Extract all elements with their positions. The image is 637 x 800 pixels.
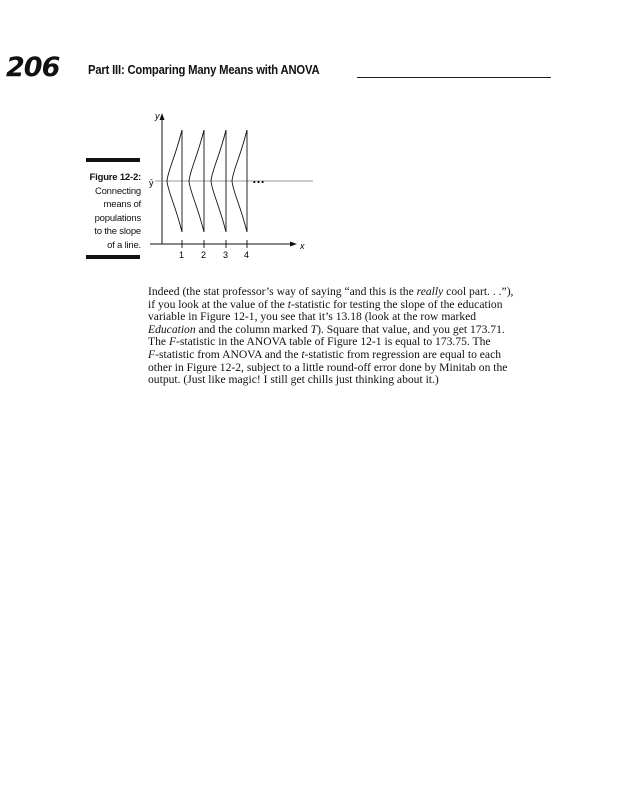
running-head: Part III: Comparing Many Means with ANOVA xyxy=(88,63,320,77)
text-line: variable in Figure 12-1, you see that it’s 13.18 (look at the row marked xyxy=(148,310,477,324)
figure-caption xyxy=(80,171,141,252)
emphasis: T xyxy=(310,322,318,336)
x-tick-label: 2 xyxy=(201,250,207,260)
emphasis: t xyxy=(287,297,291,311)
caption-line: of a line. xyxy=(107,239,141,251)
text-run: -statistic from regression are equal to each xyxy=(304,347,502,361)
y-axis-label: y xyxy=(155,111,160,121)
figure-label: Figure 12-2: xyxy=(89,172,141,183)
text-run: Indeed (the stat professor’s way of saying “and this is the xyxy=(148,285,414,298)
caption-top-bar xyxy=(86,158,140,162)
regression-figure xyxy=(145,108,320,268)
caption-line: Connecting xyxy=(94,185,141,197)
emphasis: really xyxy=(416,285,444,298)
caption-bottom-bar xyxy=(86,255,140,259)
text-run: if you look at the value of the xyxy=(148,297,285,311)
text-run: -statistic in the ANOVA table of Figure 12-1 is equal to 173.75. The xyxy=(176,335,491,349)
caption-line: to the slope xyxy=(94,226,141,237)
page-number: 206 xyxy=(6,52,60,83)
ellipsis: … xyxy=(252,171,265,186)
x-tick-label: 3 xyxy=(223,250,229,260)
x-tick-label: 1 xyxy=(179,250,185,260)
body-paragraph xyxy=(148,286,553,387)
text-run: ). Square that value, and you get 173.71. xyxy=(317,322,505,336)
y-axis-arrow xyxy=(160,113,165,120)
x-axis-label: x xyxy=(300,241,305,251)
emphasis: Education xyxy=(148,322,196,336)
text-line: other in Figure 12-2, subject to a little round-off error done by Minitab on the xyxy=(148,360,508,374)
x-tick-label: 4 xyxy=(244,250,250,260)
text-run: -statistic from ANOVA and the xyxy=(155,347,299,361)
emphasis: F xyxy=(168,335,177,349)
text-line xyxy=(148,349,553,362)
figure-svg xyxy=(145,108,320,263)
x-axis-arrow xyxy=(290,242,297,247)
text-run: The xyxy=(148,335,167,349)
text-run: cool part. . .”), xyxy=(446,285,514,298)
text-run: and the column marked xyxy=(198,322,308,336)
header-rule xyxy=(357,77,551,78)
emphasis: F xyxy=(148,347,156,361)
y-bar-label: ȳ xyxy=(149,178,154,188)
caption-line: populations xyxy=(94,212,141,224)
emphasis: t xyxy=(301,347,305,361)
caption-line: means of xyxy=(103,199,141,210)
text-run: -statistic for testing the slope of the education xyxy=(290,297,503,311)
text-line: output. (Just like magic! I still get chills just thinking about it.) xyxy=(148,373,439,387)
